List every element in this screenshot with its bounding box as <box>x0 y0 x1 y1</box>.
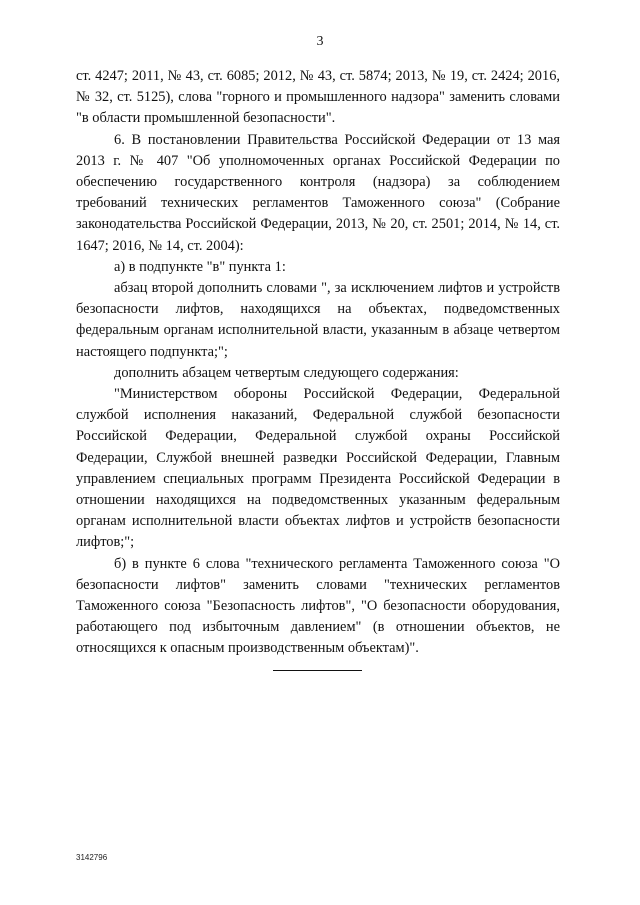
paragraph-subitem-a-2: дополнить абзацем четвертым следующего содержания: <box>114 364 459 381</box>
paragraph-subitem-a-1: абзац второй дополнить словами ", за исключением лифтов и устройств безопасности лифтов, находящихся на объектах, подведомственных федеральным органам исполнительной власти, указанным в абзаце четвертом настоящего подпункта;"; <box>76 280 560 360</box>
page-number: 3 <box>316 34 324 49</box>
paragraph-item-6: 6. В постановлении Правительства Российской Федерации от 13 мая 2013 г. № 407 "Об уполномоченных органах Российской Федерации по обеспечению государственного контроля (надзора) за соблюдением требований технических регламентов Таможенного союза" (Собрание законодательства Российской Федерации, 2013, № 20, ст. 2501; 2014, № 14, ст. 1647; 2016, № 14, ст. 2004): <box>76 131 560 254</box>
paragraph-subitem-a: а) в подпункте "в" пункта 1: <box>114 258 286 275</box>
end-separator-line <box>273 670 362 671</box>
document-code: 3142796 <box>76 853 108 862</box>
paragraph-subitem-b: б) в пункте 6 слова "технического регламента Таможенного союза "О безопасности лифтов" заменить словами "технических регламентов Таможенного союза "Безопасность лифтов", "О безопасности оборудования, работающего под избыточным давлением" (в отношении объектов, не относящихся к опасным производственным объектам)". <box>76 555 560 657</box>
document-body <box>76 66 560 660</box>
paragraph-quote: "Министерством обороны Российской Федерации, Федеральной службой исполнения наказаний, Федеральной службой безопасности Российской Федерации, Федеральной службой охраны Российской Федерации, Службой внешней разведки Российской Федерации, Главным управлением специальных программ Президента Российской Федерации в отношении находящихся на подведомственных указанным федеральным органам исполнительной власти объектах лифтов и устройств безопасности лифтов;"; <box>76 386 560 551</box>
paragraph-continuation: ст. 4247; 2011, № 43, ст. 6085; 2012, № 43, ст. 5874; 2013, № 19, ст. 2424; 2016, № 32, ст. 5125), слова "горного и промышленного надзора" заменить словами "в области промышленной безопасности". <box>76 68 560 127</box>
